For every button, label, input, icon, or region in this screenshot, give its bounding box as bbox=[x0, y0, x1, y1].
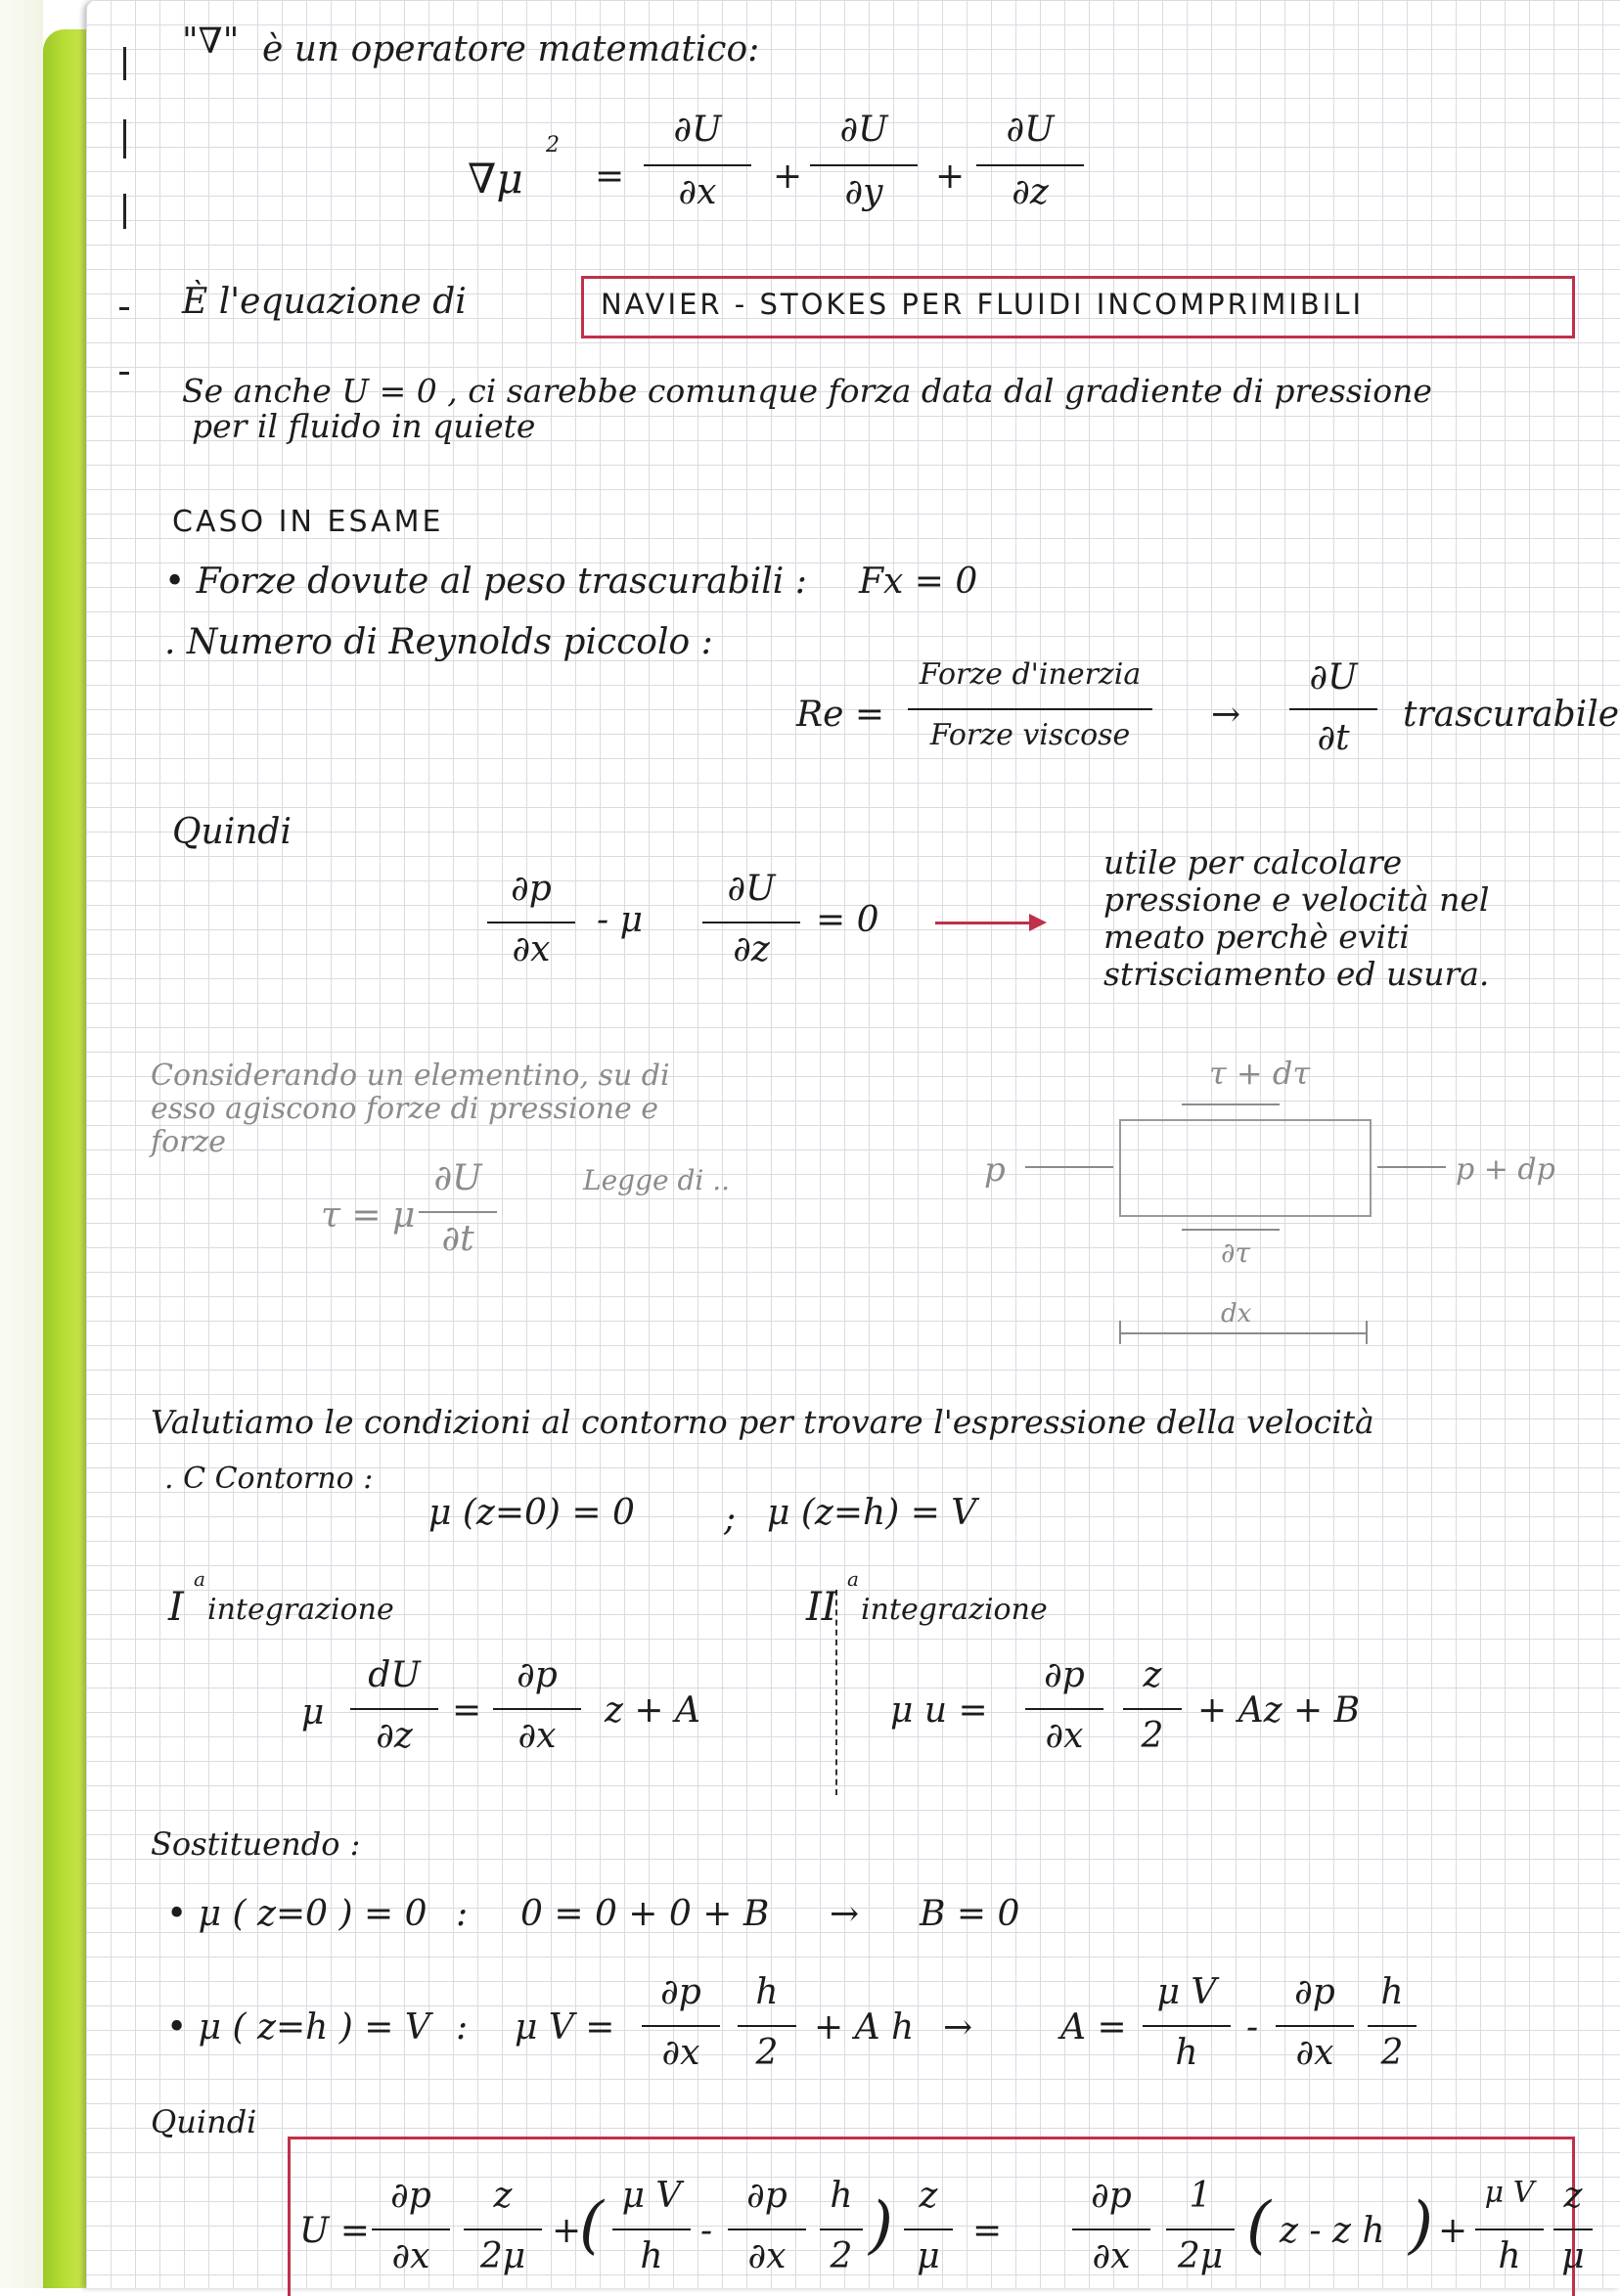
dx-dimension-line bbox=[1119, 1332, 1368, 1334]
final-dpdx-2: ∂p ∂x bbox=[728, 2176, 806, 2283]
sost-bullet2-colon: : bbox=[456, 2007, 469, 2048]
pencil-text-1: Considerando un elementino, su di bbox=[151, 1058, 670, 1093]
notebook-page bbox=[86, 0, 1620, 2288]
notebook-binding bbox=[0, 0, 43, 2288]
valutiamo-text: Valutiamo le condizioni al contorno per trovare l'espressione della velocità bbox=[151, 1403, 1374, 1441]
integr2-label: II bbox=[806, 1585, 837, 1630]
integr2-z2-over-2: z 2 bbox=[1123, 1655, 1182, 1763]
pencil-text-2: esso agiscono forze di pressione e bbox=[151, 1092, 659, 1126]
final-z-over-mu: z μ bbox=[904, 2176, 953, 2283]
note-line4: strisciamento ed usura. bbox=[1103, 955, 1490, 993]
integr2-word: integrazione bbox=[861, 1593, 1048, 1627]
tau-top-label: τ + dτ bbox=[1209, 1055, 1311, 1092]
sost-bullet1-colon: : bbox=[456, 1894, 469, 1934]
integr1-lhs: μ bbox=[301, 1692, 325, 1733]
notebook-cover-edge bbox=[43, 29, 88, 2288]
sost-h2-over-2: h 2 bbox=[738, 1972, 796, 2080]
integr1-tail: z + A bbox=[605, 1690, 701, 1731]
p-right-arrow bbox=[1377, 1166, 1446, 1168]
operator-sentence: è un operatore matematico: bbox=[262, 29, 760, 69]
final-muV-over-h: μ V h bbox=[612, 2176, 691, 2283]
fx-equation: Fx = 0 bbox=[859, 562, 978, 602]
sost-h-over-2: h 2 bbox=[1368, 1972, 1417, 2080]
pencil-text-3: forze bbox=[151, 1125, 227, 1159]
margin-mark bbox=[123, 47, 126, 80]
final-lparen-2: ( bbox=[1246, 2189, 1271, 2262]
laplacian-term-y: ∂U ∂y bbox=[810, 110, 918, 227]
tau-lhs: τ = μ bbox=[321, 1195, 416, 1236]
margin-mark bbox=[123, 119, 126, 158]
sost-bullet2-result: A = bbox=[1060, 2007, 1127, 2048]
integr1-dpdx: ∂p ∂x bbox=[493, 1655, 581, 1763]
dx-tick-right bbox=[1366, 1321, 1368, 1344]
dx-label: dx bbox=[1221, 1299, 1252, 1328]
reynolds-fraction: Forze d'inerzia Forze viscose bbox=[908, 657, 1152, 765]
nabla-symbol: "∇" bbox=[182, 22, 240, 62]
cc1: μ (z=0) = 0 bbox=[428, 1493, 635, 1533]
sost-bullet2-lhs: • μ ( z=h ) = V bbox=[166, 2007, 430, 2048]
plus-sign: + bbox=[773, 157, 803, 197]
red-arrow bbox=[935, 922, 1033, 924]
margin-mark bbox=[119, 372, 129, 375]
quiete-line2: per il fluido in quiete bbox=[192, 407, 536, 445]
legge-label: Legge di .. bbox=[583, 1164, 731, 1196]
trascurabile-label: trascurabile bbox=[1403, 695, 1620, 735]
sost-muV-over-h: μ V h bbox=[1143, 1972, 1231, 2080]
final-rparen-2: ) bbox=[1409, 2189, 1433, 2262]
integr2-sup: a bbox=[847, 1567, 859, 1591]
margin-mark bbox=[123, 194, 126, 229]
sost-dpdx: ∂p ∂x bbox=[642, 1972, 720, 2080]
note-line1: utile per calcolare bbox=[1103, 843, 1403, 881]
quiete-line1: Se anche U = 0 , ci sarebbe comunque forza data dal gradiente di pressione bbox=[182, 372, 1432, 410]
cc-separator: ; bbox=[724, 1499, 737, 1539]
tau-fraction: ∂U ∂t bbox=[419, 1158, 497, 1266]
sost-bullet1-arrow: → bbox=[830, 1894, 860, 1934]
sost-bullet1-lhs: • μ ( z=0 ) = 0 bbox=[166, 1894, 428, 1934]
final-1-over-2mu: 1 2μ bbox=[1166, 2176, 1235, 2283]
cc2: μ (z=h) = V bbox=[767, 1493, 977, 1533]
dudt-fraction: ∂U ∂t bbox=[1289, 657, 1377, 765]
final-eq: = bbox=[972, 2211, 1003, 2251]
final-lhs: U = bbox=[299, 2211, 370, 2251]
quindi-label-1: Quindi bbox=[172, 812, 292, 852]
tau-bottom-arrow bbox=[1182, 1229, 1280, 1231]
final-plus-2: + bbox=[1438, 2211, 1468, 2251]
minus-mu: - μ bbox=[597, 900, 644, 940]
cc-label: . C Contorno : bbox=[164, 1462, 374, 1496]
sost-bullet2-arrow: → bbox=[943, 2007, 973, 2048]
sost-bullet1-eq: 0 = 0 + 0 + B bbox=[520, 1894, 770, 1934]
sost-bullet2-tail: + A h bbox=[814, 2007, 915, 2048]
equals-zero: = 0 bbox=[816, 900, 879, 940]
dx-tick-left bbox=[1119, 1321, 1121, 1344]
integr1-dudz: dU ∂z bbox=[350, 1655, 438, 1763]
bullet-reynolds: . Numero di Reynolds piccolo : bbox=[164, 622, 713, 662]
final-muV-over-h-2: μ V h bbox=[1475, 2176, 1544, 2283]
laplacian-eq: = bbox=[595, 157, 625, 197]
sost-bullet2-eq: μ V = bbox=[515, 2007, 615, 2048]
fluid-element-rectangle bbox=[1119, 1119, 1372, 1217]
integr1-eq: = bbox=[452, 1690, 482, 1731]
quindi-label-2: Quindi bbox=[151, 2103, 257, 2140]
p-left-label: p bbox=[984, 1150, 1006, 1190]
integr1-word: integrazione bbox=[207, 1593, 394, 1627]
navier-prefix: È l'equazione di bbox=[182, 282, 467, 322]
laplacian-term-x: ∂U ∂x bbox=[644, 110, 751, 227]
sost-bullet1-result: B = 0 bbox=[920, 1894, 1020, 1934]
laplacian-term-z: ∂U ∂z bbox=[976, 110, 1084, 227]
final-h-over-2: h 2 bbox=[820, 2176, 863, 2283]
dpdx-fraction: ∂p ∂x bbox=[487, 869, 575, 976]
final-rparen: ) bbox=[869, 2189, 893, 2262]
final-dpdx-3: ∂p ∂x bbox=[1072, 2176, 1150, 2283]
final-z-over-mu-2: z μ bbox=[1553, 2176, 1593, 2283]
section-title-caso: CASO IN ESAME bbox=[172, 505, 444, 539]
final-inner: z - z h bbox=[1280, 2211, 1385, 2251]
sost-dpdx-2: ∂p ∂x bbox=[1276, 1972, 1354, 2080]
laplacian-exp: 2 bbox=[546, 133, 560, 158]
sost-minus: - bbox=[1246, 2007, 1259, 2048]
integr1-label: I bbox=[168, 1585, 184, 1630]
integr1-sup: a bbox=[194, 1567, 205, 1591]
laplacian-lhs: ∇μ bbox=[468, 155, 523, 203]
final-minus: - bbox=[700, 2211, 713, 2251]
final-dpdx: ∂p ∂x bbox=[372, 2176, 450, 2283]
reynolds-lhs: Re = bbox=[796, 695, 885, 735]
final-z2-over-2mu: z 2μ bbox=[464, 2176, 542, 2283]
tau-top-arrow bbox=[1182, 1103, 1280, 1105]
p-right-label: p + dp bbox=[1456, 1152, 1555, 1187]
plus-sign: + bbox=[935, 157, 966, 197]
d2udz2-fraction: ∂U ∂z bbox=[702, 869, 800, 976]
final-lparen: ( bbox=[579, 2189, 604, 2262]
margin-mark bbox=[119, 307, 129, 310]
navier-stokes-title: NAVIER - STOKES PER FLUIDI INCOMPRIMIBILI bbox=[601, 288, 1365, 321]
final-plus: + bbox=[552, 2211, 582, 2251]
integr2-lhs: μ u = bbox=[890, 1690, 988, 1731]
integr2-dpdx: ∂p ∂x bbox=[1025, 1655, 1103, 1763]
reynolds-arrow: → bbox=[1211, 695, 1241, 735]
sostituendo-label: Sostituendo : bbox=[151, 1825, 361, 1863]
note-line3: meato perchè eviti bbox=[1103, 918, 1410, 956]
p-left-arrow bbox=[1025, 1166, 1113, 1168]
integr2-tail: + Az + B bbox=[1197, 1690, 1361, 1731]
note-line2: pressione e velocità nel bbox=[1103, 880, 1490, 919]
bullet-forze-peso: • Forze dovute al peso trascurabili : bbox=[164, 562, 807, 602]
tau-bottom-label: ∂τ bbox=[1221, 1237, 1250, 1269]
